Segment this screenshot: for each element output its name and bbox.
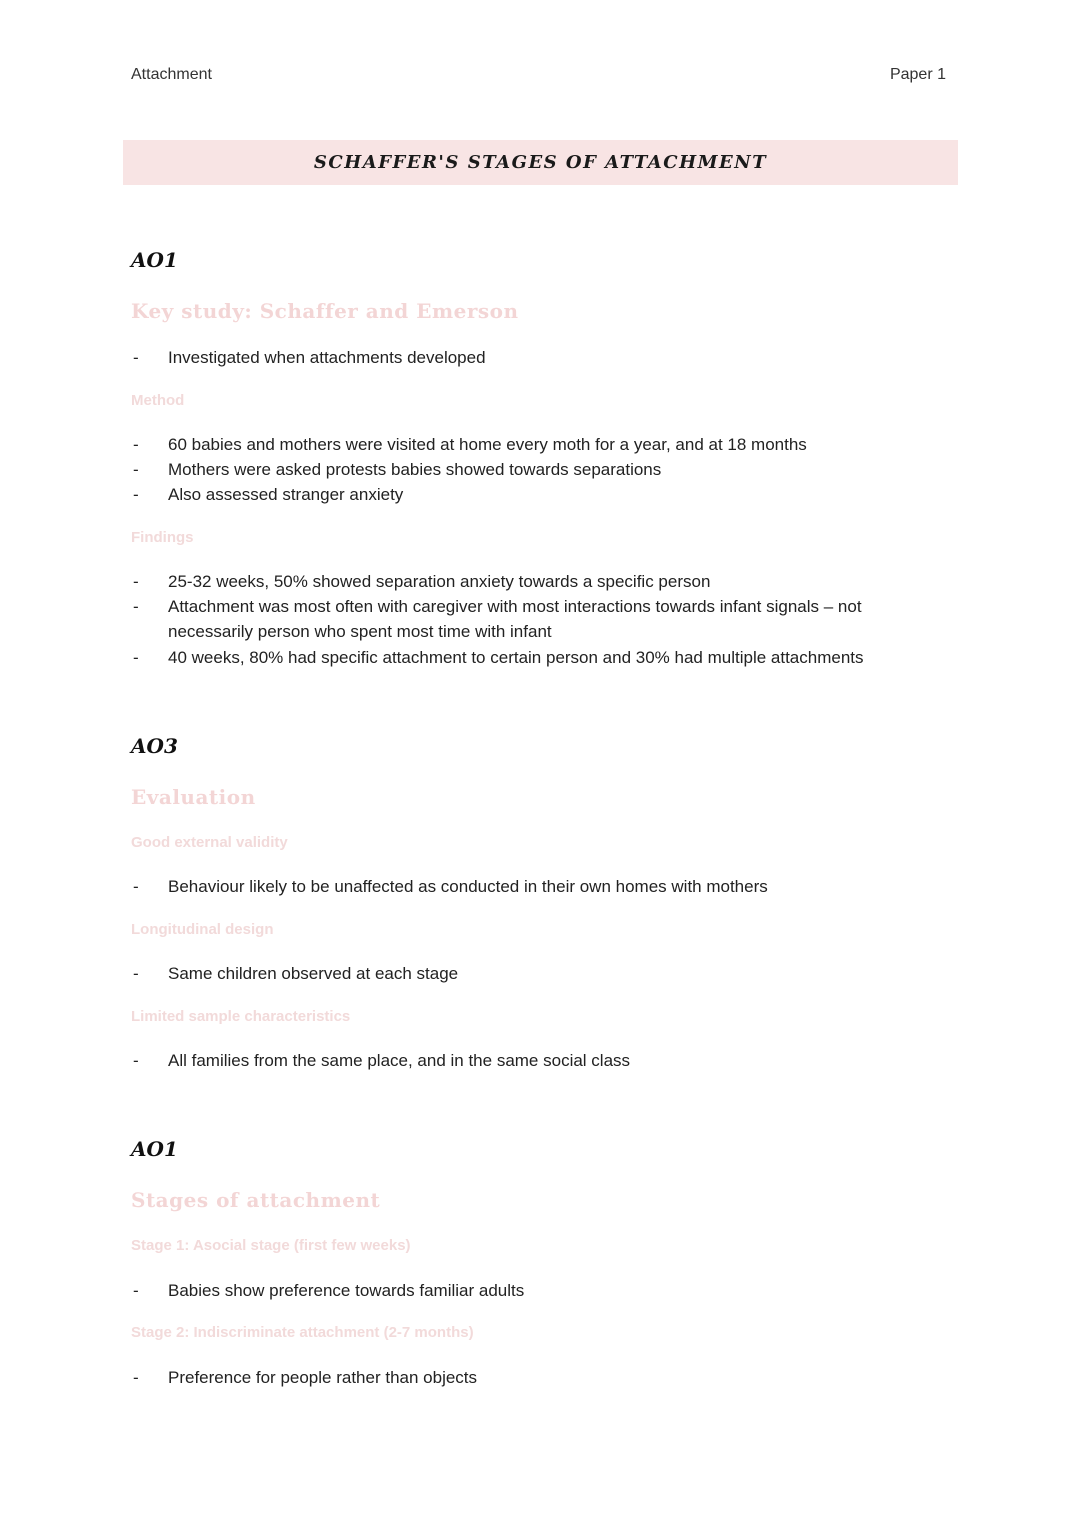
list-item-text: Same children observed at each stage — [168, 964, 459, 983]
evaluation-heading: Evaluation — [131, 785, 256, 809]
bullet-dash: - — [133, 348, 139, 367]
key-study-heading: Key study: Schaffer and Emerson — [131, 299, 519, 323]
list-item-text: Also assessed stranger anxiety — [168, 485, 404, 504]
bullet-dash: - — [133, 460, 139, 479]
list-item-text: Mothers were asked protests babies showed towards separations — [168, 460, 662, 479]
stage-title: Stage 1: Asocial stage (first few weeks) — [131, 1237, 411, 1254]
bullet-dash: - — [133, 597, 139, 616]
list-item-text: Babies show preference towards familiar adults — [168, 1281, 525, 1300]
evaluation-point-title: Longitudinal design — [131, 921, 274, 938]
bullet-dash: - — [133, 572, 139, 591]
list-item-text: Investigated when attachments developed — [168, 348, 486, 367]
list-item-text: 25-32 weeks, 50% showed separation anxiety towards a specific person — [168, 572, 711, 591]
list-item-text: 40 weeks, 80% had specific attachment to certain person and 30% had multiple attachments — [168, 648, 864, 667]
method-subheading: Method — [131, 392, 185, 409]
header-left: Attachment — [131, 66, 212, 83]
bullet-dash: - — [133, 485, 139, 504]
bullet-dash: - — [133, 1368, 139, 1387]
title-banner — [123, 140, 958, 185]
bullet-dash: - — [133, 877, 139, 896]
ao1-label: AO1 — [131, 248, 178, 272]
bullet-dash: - — [133, 648, 139, 667]
bullet-dash: - — [133, 1281, 139, 1300]
bullet-dash: - — [133, 435, 139, 454]
bullet-dash: - — [133, 964, 139, 983]
page-title: SCHAFFER'S STAGES OF ATTACHMENT — [313, 152, 768, 173]
evaluation-point-title: Good external validity — [131, 834, 288, 851]
list-item-text: Behaviour likely to be unaffected as conducted in their own homes with mothers — [168, 877, 768, 896]
list-item-text: Attachment was most often with caregiver with most interactions towards infant signals – not necessarily person who spent most time with infant — [168, 597, 862, 641]
ao3-label: AO3 — [131, 734, 178, 758]
ao1-label: AO1 — [131, 1137, 178, 1161]
header-right: Paper 1 — [889, 66, 946, 83]
list-item-text: 60 babies and mothers were visited at home every moth for a year, and at 18 months — [168, 435, 807, 454]
evaluation-point-title: Limited sample characteristics — [131, 1008, 351, 1025]
list-item-text: All families from the same place, and in the same social class — [168, 1051, 631, 1070]
findings-subheading: Findings — [131, 529, 194, 546]
stage-title: Stage 2: Indiscriminate attachment (2-7 months) — [131, 1324, 474, 1341]
stages-heading: Stages of attachment — [131, 1188, 381, 1212]
bullet-dash: - — [133, 1051, 139, 1070]
list-item-text: Preference for people rather than objects — [168, 1368, 478, 1387]
